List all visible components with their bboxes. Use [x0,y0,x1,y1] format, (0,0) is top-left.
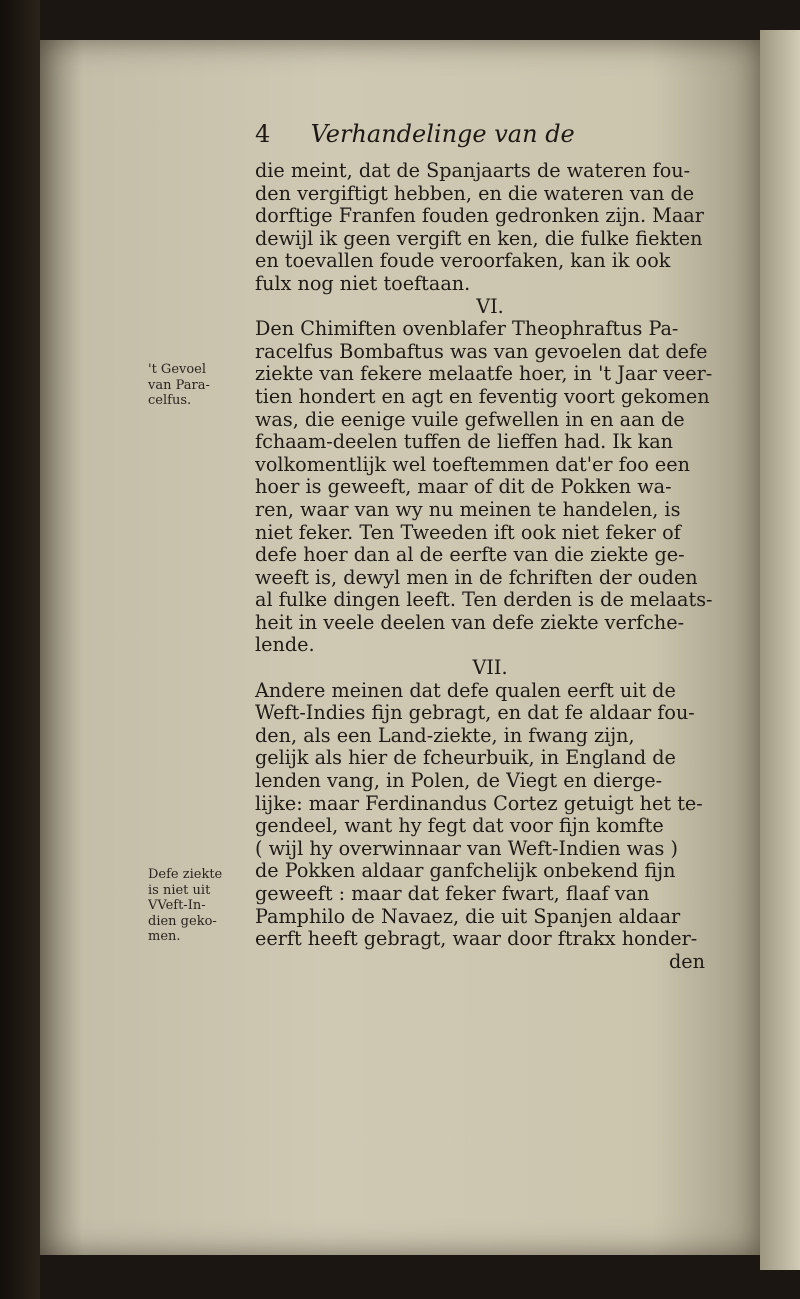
page-header [255,120,675,148]
margin-note-line: men. [148,929,181,944]
text-line: defe hoer dan al de eerfte van die ziekte ge- [255,543,685,567]
text-line: lijke: maar Ferdinandus Cortez getuigt het te- [255,791,703,815]
text-line: ( wijl hy overwinnaar van Weft-Indien was ) [255,836,678,860]
text-line: was, die eenige vuile gefwellen in en aan de [255,407,685,431]
text-line: dorftige Franfen fouden gedronken zijn. Maar [255,204,704,228]
text-line: volkomentlijk wel toeftemmen dat'er foo een [255,452,690,476]
text-line: en toevallen foude veroorfaken, kan ik ook [255,249,671,273]
section-heading-vii: VII. [472,656,508,680]
text-line: al fulke dingen leeft. Ten derden is de melaats- [255,588,713,612]
text-line: den, als een Land-ziekte, in fwang zijn, [255,723,635,747]
margin-note-paracelsus [148,362,248,409]
text-line: fchaam-deelen tuffen de lieffen had. Ik kan [255,430,674,454]
text-line: eerft heeft gebragt, waar door ftrakx honder- [255,927,698,951]
text-line: geweeft : maar dat feker fwart, flaaf van [255,882,650,905]
running-title: Verhandelinge van de [310,120,575,148]
text-line: heit in veele deelen van defe ziekte verfche- [255,610,685,634]
text-line: Weft-Indies fijn gebragt, en dat fe aldaar fou- [255,701,695,725]
book-gutter [0,0,40,1299]
text-line: den vergiftigt hebben, en die wateren van de [255,181,695,205]
margin-note-line: VVeft-In- [148,898,206,913]
text-line: gelijk als hier de fcheurbuik, in England de [255,746,676,770]
text-line: lenden vang, in Polen, de Viegt en dierge- [255,769,663,793]
text-line: niet feker. Ten Tweeden ift ook niet feker of [255,520,681,544]
text-line: de Pokken aldaar ganfchelijk onbekend fijn [255,859,676,883]
margin-note-west-indies [148,867,248,945]
text-line: Andere meinen dat defe qualen eerft uit de [255,678,676,702]
text-line: die meint, dat de Spanjaarts de wateren fou- [255,159,691,182]
text-line: Den Chimiften ovenblafer Theophraftus Pa- [255,317,679,341]
page-number: 4 [255,120,271,148]
text-line: weeft is, dewyl men in de fchriften der ouden [255,565,698,589]
body-text [255,160,725,973]
catchword: den [669,949,705,973]
text-line: racelfus Bombaftus was van gevoelen dat defe [255,339,708,363]
text-line: hoer is geweeft, maar of dit de Pokken wa- [255,475,672,499]
adjacent-page-edge [760,30,800,1270]
margin-note-line: van Para- [148,377,210,393]
margin-note-line: celfus. [148,393,192,408]
text-line: tien hondert en agt en feventig voort gekomen [255,384,710,408]
margin-note-line: 't Gevoel [148,362,207,377]
text-line: lende. [255,633,315,657]
text-line: Pamphilo de Navaez, die uit Spanjen aldaar [255,904,681,928]
text-line: ren, waar van wy nu meinen te handelen, is [255,497,681,521]
section-heading-vi: VI. [476,294,504,318]
text-line: dewijl ik geen vergift en ken, die fulke fiekten [255,226,703,250]
text-line: fulx nog niet toeftaan. [255,271,471,295]
margin-note-line: dien geko- [148,913,217,929]
text-line: ziekte van fekere melaatfe hoer, in 't Jaar veer- [255,362,713,386]
margin-note-line: is niet uit [148,882,211,898]
text-line: gendeel, want hy fegt dat voor fijn komfte [255,814,664,838]
margin-note-line: Defe ziekte [148,867,223,882]
